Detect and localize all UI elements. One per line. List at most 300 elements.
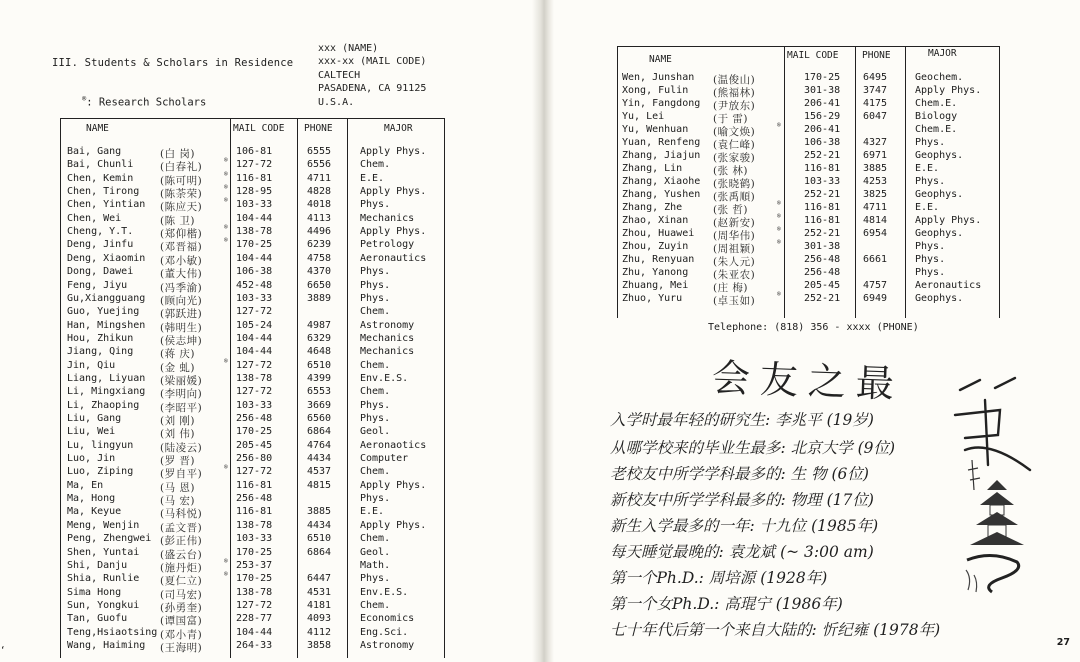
research-scholar-mark: ® — [224, 571, 228, 579]
row-phone: 6864 — [307, 426, 332, 438]
row-mail-code: 103-33 — [236, 399, 273, 411]
address-line: xxx-xx (MAIL CODE) — [318, 56, 427, 68]
row-phone: 3825 — [863, 189, 888, 200]
column-header-mail-code: MAIL CODE — [233, 123, 285, 134]
row-major: Chem. — [360, 599, 391, 611]
row-mail-code: 170-25 — [236, 426, 273, 438]
row-chinese-name: (梁丽媛) — [160, 374, 203, 387]
row-name: Shen, Yuntai — [67, 546, 140, 558]
row-chinese-name: (韩明生) — [160, 321, 203, 334]
table-row — [617, 254, 1000, 267]
row-name: Zhang, Zhe — [622, 202, 683, 213]
row-mail-code: 256-48 — [804, 267, 841, 278]
row-phone: 6553 — [307, 386, 332, 398]
row-chinese-name: (罗自平) — [160, 468, 203, 481]
right-directory-table — [617, 46, 1000, 318]
row-chinese-name: (夏仁立) — [160, 575, 203, 588]
row-chinese-name: (董大伟) — [160, 268, 203, 281]
row-major: Chem. — [360, 306, 391, 318]
table-row — [60, 346, 445, 359]
handwritten-line: 新生入学最多的一年: 十九位 (1985年) — [610, 517, 879, 535]
row-major: Phys. — [360, 413, 391, 424]
row-major: Eng.Sci. — [360, 626, 409, 638]
row-chinese-name: (马 宏) — [160, 495, 196, 508]
row-name: Wang, Haiming — [67, 639, 146, 651]
row-name: Bai, Gang — [67, 146, 122, 157]
row-phone: 6329 — [307, 332, 332, 344]
row-chinese-name: (刘 刚) — [160, 415, 196, 427]
row-name: Hou, Zhikun — [67, 332, 134, 344]
table-row — [60, 333, 445, 346]
row-chinese-name: (刘 伟) — [160, 428, 196, 441]
row-chinese-name: (郑仰楷) — [160, 228, 203, 241]
row-mail-code: 127-72 — [236, 599, 273, 611]
address-line: CALTECH — [318, 69, 361, 81]
row-phone: 4175 — [863, 98, 888, 109]
row-name: Meng, Wenjin — [67, 519, 140, 531]
handwritten-title: 会友之最 — [711, 355, 905, 407]
handwritten-line: 七十年代后第一个来自大陆的: 忻纪雍 (1978年) — [610, 621, 941, 639]
table-row — [60, 453, 445, 466]
table-row — [60, 640, 445, 653]
row-mail-code: 205-45 — [236, 439, 273, 451]
section-title: III. Students & Scholars in Residence — [52, 57, 294, 69]
row-phone: 6510 — [307, 359, 332, 371]
column-header-mail-code: MAIL CODE — [787, 50, 839, 61]
row-mail-code: 127-72 — [236, 159, 273, 171]
row-major: Phys. — [915, 137, 946, 148]
row-mail-code: 138-78 — [236, 519, 273, 531]
table-row — [60, 159, 445, 172]
row-name: Zhou, Huawei — [622, 228, 695, 239]
row-chinese-name: (张 林) — [713, 165, 749, 177]
row-chinese-name: (陈应天) — [160, 201, 203, 214]
row-phone: 6661 — [863, 254, 888, 265]
row-mail-code: 116-81 — [236, 172, 273, 184]
row-chinese-name: (施丹炬) — [160, 561, 203, 574]
row-mail-code: 116-81 — [236, 479, 273, 491]
book-gutter — [532, 0, 554, 662]
row-phone: 4113 — [307, 212, 332, 224]
row-mail-code: 301-38 — [804, 85, 841, 96]
row-name: Gu,Xiangguang — [67, 292, 146, 304]
table-row — [60, 306, 445, 319]
row-major: Petrology — [360, 239, 415, 251]
row-name: Tan, Guofu — [67, 613, 128, 625]
row-phone: 4434 — [307, 519, 332, 531]
row-major: Geochem. — [915, 72, 964, 83]
row-name: Han, Mingshen — [67, 319, 146, 331]
row-major: Phys. — [915, 176, 946, 187]
table-row — [60, 170, 445, 187]
research-scholar-mark: ® — [224, 197, 228, 205]
table-row — [617, 241, 1000, 254]
row-chinese-name: (喻文焕) — [713, 126, 756, 138]
row-name: Deng, Jinfu — [67, 239, 134, 251]
row-chinese-name: (司马宏) — [160, 588, 203, 601]
row-major: Geophys. — [915, 189, 964, 200]
table-row — [60, 186, 445, 199]
left-page-corner-mark: ‘ — [0, 646, 6, 656]
row-major: Apply Phys. — [360, 186, 427, 198]
research-scholar-mark: ® — [777, 226, 781, 233]
row-phone: 6495 — [863, 72, 888, 83]
row-mail-code: 104-44 — [236, 626, 273, 638]
row-major: Chem. — [360, 533, 391, 545]
row-mail-code: 128-95 — [236, 186, 273, 198]
row-name: Yuan, Renfeng — [622, 137, 701, 148]
row-mail-code: 116-81 — [804, 202, 841, 213]
row-chinese-name: (陈荼荣) — [160, 188, 203, 201]
row-major: Mechanics — [360, 332, 415, 344]
table-row — [617, 150, 1000, 163]
research-note-text: : Research Scholars — [86, 96, 207, 109]
row-mail-code: 264-33 — [236, 639, 273, 651]
row-chinese-name: (李昭平) — [160, 401, 203, 414]
row-name: Zhu, Yanong — [622, 267, 689, 278]
row-phone: 4112 — [307, 626, 332, 638]
row-chinese-name: (盛云台) — [160, 548, 203, 561]
row-mail-code: 301-38 — [804, 241, 841, 252]
row-name: Luo, Ziping — [67, 466, 134, 478]
row-name: Zhou, Zuyin — [622, 241, 689, 252]
handwritten-line: 入学时最年轻的研究生: 李兆平 (19岁) — [610, 411, 874, 429]
row-chinese-name: (张晓鹤) — [713, 178, 756, 190]
row-phone: 3889 — [307, 292, 332, 304]
row-major: Chem. — [360, 159, 391, 171]
row-major: E.E. — [360, 172, 385, 184]
row-mail-code: 116-81 — [804, 215, 841, 226]
row-phone: 6954 — [863, 228, 888, 239]
row-chinese-name: (郭跃进) — [160, 308, 203, 321]
table-row — [617, 267, 1000, 280]
row-name: Dong, Dawei — [67, 266, 134, 278]
row-major: Phys. — [360, 266, 391, 278]
row-phone: 6447 — [307, 573, 332, 585]
row-major: E.E. — [360, 506, 385, 518]
row-phone: 4370 — [307, 266, 332, 278]
table-row — [60, 547, 445, 560]
row-chinese-name: (朱人元) — [713, 256, 756, 268]
row-major: Phys. — [915, 267, 946, 278]
table-row — [60, 280, 445, 293]
table-rule — [60, 118, 445, 119]
row-chinese-name: (周祖颖) — [713, 243, 756, 255]
row-name: Liang, Liyuan — [67, 372, 146, 384]
row-mail-code: 228-77 — [236, 613, 273, 625]
research-scholar-mark: ® — [224, 157, 228, 165]
row-name: Zhang, Lin — [622, 163, 683, 174]
row-major: Chem. — [360, 359, 391, 371]
row-chinese-name: (陈 卫) — [160, 214, 196, 227]
row-phone: 6556 — [307, 159, 332, 171]
row-mail-code: 127-72 — [236, 359, 273, 371]
column-header-name: NAME — [86, 123, 109, 134]
research-scholar-mark: ® — [777, 291, 781, 298]
table-row — [60, 199, 445, 212]
row-phone: 4327 — [863, 137, 888, 148]
left-directory-table — [60, 118, 445, 658]
row-mail-code: 253-37 — [236, 559, 273, 571]
row-name: Zhu, Renyuan — [622, 254, 695, 265]
row-chinese-name: (赵新安) — [713, 217, 756, 229]
row-major: Phys. — [360, 292, 391, 304]
row-name: Chen, Kemin — [67, 172, 134, 184]
row-major: Env.E.S. — [360, 372, 409, 384]
row-name: Ma, En — [67, 479, 104, 491]
row-major: Geol. — [360, 426, 391, 438]
row-chinese-name: (袁仁峰) — [713, 139, 756, 151]
research-scholar-mark: ® — [777, 213, 781, 220]
row-phone: 4815 — [307, 479, 332, 491]
row-chinese-name: (白 岗) — [160, 148, 196, 160]
row-mail-code: 205-45 — [804, 280, 841, 291]
row-name: Feng, Jiyu — [67, 279, 128, 291]
table-row — [60, 239, 445, 252]
table-row — [60, 480, 445, 493]
row-mail-code: 252-21 — [804, 293, 841, 304]
table-row — [617, 111, 1000, 124]
row-chinese-name: (谭国富) — [160, 615, 203, 628]
row-mail-code: 256-48 — [236, 493, 273, 505]
row-chinese-name: (邓小敏) — [160, 254, 203, 267]
row-mail-code: 206-41 — [804, 98, 841, 109]
row-phone: 4814 — [863, 215, 888, 226]
address-block — [318, 42, 426, 109]
row-phone: 4399 — [307, 372, 332, 384]
row-phone: 4987 — [307, 319, 332, 331]
row-major: Phys. — [360, 279, 391, 291]
row-major: Phys. — [360, 493, 391, 505]
row-name: Deng, Xiaomin — [67, 252, 146, 264]
row-chinese-name: (金 虬) — [160, 361, 196, 374]
row-mail-code: 103-33 — [236, 533, 273, 545]
address-line: xxx (NAME) — [318, 43, 379, 54]
row-name: Zhuang, Mei — [622, 280, 689, 291]
table-row — [60, 557, 445, 574]
table-row — [617, 293, 1000, 306]
research-scholar-mark: ® — [224, 357, 228, 365]
row-name: Wen, Junshan — [622, 72, 695, 83]
table-row — [60, 213, 445, 226]
table-row — [60, 520, 445, 533]
row-chinese-name: (蒋 庆) — [160, 348, 196, 361]
row-name: Liu, Wei — [67, 426, 116, 438]
row-mail-code: 104-44 — [236, 346, 273, 358]
row-major: Geol. — [360, 546, 391, 558]
row-name: Yin, Fangdong — [622, 98, 701, 109]
handwritten-line: 每天睡觉最晚的: 袁龙斌 (~ 3:00 am) — [610, 543, 874, 561]
table-row — [60, 573, 445, 586]
row-mail-code: 127-72 — [236, 466, 273, 478]
table-row — [617, 215, 1000, 228]
row-major: Astronomy — [360, 319, 415, 331]
row-name: Sun, Yongkui — [67, 599, 140, 611]
table-row — [617, 163, 1000, 176]
row-mail-code: 170-25 — [804, 72, 841, 83]
row-name: Li, Mingxiang — [67, 386, 146, 398]
row-mail-code: 138-78 — [236, 372, 273, 384]
table-row — [617, 98, 1000, 111]
row-major: Geophys. — [915, 293, 964, 304]
row-phone: 3885 — [863, 163, 888, 174]
row-chinese-name: (王海明) — [160, 641, 203, 654]
row-mail-code: 104-44 — [236, 332, 273, 344]
row-chinese-name: (侯志坤) — [160, 334, 203, 347]
row-mail-code: 106-38 — [804, 137, 841, 148]
row-major: Chem. — [360, 386, 391, 398]
table-row — [617, 137, 1000, 150]
address-line: U.S.A. — [318, 96, 355, 108]
row-chinese-name: (陈可明) — [160, 174, 203, 187]
row-name: Li, Zhaoping — [67, 399, 140, 411]
row-chinese-name: (孟文晋) — [160, 521, 203, 534]
table-row — [60, 613, 445, 626]
row-major: Apply Phys. — [915, 215, 982, 226]
research-scholar-mark: ® — [224, 170, 228, 178]
table-rule — [617, 46, 1000, 47]
table-row — [60, 413, 445, 426]
row-major: Astronomy — [360, 639, 415, 651]
row-name: Zhao, Xinan — [622, 215, 689, 226]
row-chinese-name: (顾向光) — [160, 294, 203, 307]
row-mail-code: 103-33 — [804, 176, 841, 187]
row-chinese-name: (卓玉如) — [713, 295, 756, 307]
row-major: Phys. — [360, 199, 391, 211]
table-row — [617, 280, 1000, 293]
row-phone: 6650 — [307, 279, 332, 291]
address-line: PASADENA, CA 91125 — [318, 83, 427, 95]
row-major: Chem.E. — [915, 98, 958, 109]
table-row — [617, 124, 1000, 137]
row-mail-code: 106-38 — [236, 266, 273, 278]
row-major: Aeronaotics — [360, 439, 427, 451]
row-chinese-name: (罗 晋) — [160, 455, 196, 468]
row-mail-code: 104-44 — [236, 252, 273, 264]
column-header-phone: PHONE — [304, 123, 333, 134]
row-name: Zhang, Yushen — [622, 189, 701, 200]
row-name: Ma, Keyue — [67, 506, 122, 518]
row-chinese-name: (周华伟) — [713, 230, 756, 242]
handwritten-line: 第一个Ph.D.: 周培源 (1928年) — [610, 569, 828, 587]
row-chinese-name: (朱亚农) — [713, 269, 756, 281]
table-row — [60, 400, 445, 413]
row-major: Env.E.S. — [360, 586, 409, 598]
row-chinese-name: (于 雷) — [713, 113, 749, 125]
row-phone: 4757 — [863, 280, 888, 291]
row-name: Yu, Wenhuan — [622, 124, 689, 135]
row-chinese-name: (彭正伟) — [160, 535, 203, 548]
row-chinese-name: (李明向) — [160, 388, 203, 401]
row-mail-code: 156-29 — [804, 111, 841, 122]
row-major: Economics — [360, 613, 415, 625]
row-major: Phys. — [915, 254, 946, 265]
handwritten-line: 新校友中所学学科最多的: 物理 (17位) — [610, 491, 874, 509]
row-mail-code: 104-44 — [236, 212, 273, 224]
row-major: Biology — [915, 111, 958, 122]
row-name: Guo, Yuejing — [67, 306, 140, 318]
row-mail-code: 116-81 — [236, 506, 273, 518]
table-row — [617, 72, 1000, 85]
row-name: Teng,Hsiaotsing — [67, 626, 158, 638]
row-name: Liu, Gang — [67, 413, 122, 424]
research-scholar-mark: ® — [777, 200, 781, 207]
row-name: Yu, Lei — [622, 111, 665, 122]
column-header-phone: PHONE — [862, 50, 891, 61]
row-name: Jiang, Qing — [67, 346, 134, 358]
row-major: Phys. — [915, 241, 946, 252]
row-name: Zhuo, Yuru — [622, 293, 683, 304]
row-mail-code: 252-21 — [804, 189, 841, 200]
row-chinese-name: (冯季渝) — [160, 281, 203, 294]
row-chinese-name: (张家骏) — [713, 152, 756, 164]
row-phone: 6047 — [863, 111, 888, 122]
row-mail-code: 452-48 — [236, 279, 273, 291]
column-header-major: MAJOR — [384, 123, 413, 134]
row-phone: 6510 — [307, 533, 332, 545]
row-phone: 3858 — [307, 639, 332, 651]
table-row — [617, 176, 1000, 189]
row-chinese-name: (熊福林) — [713, 87, 756, 99]
row-mail-code: 103-33 — [236, 292, 273, 304]
table-row — [60, 440, 445, 453]
row-chinese-name: (张禹順) — [713, 191, 756, 203]
row-name: Luo, Jin — [67, 453, 116, 465]
row-phone: 4828 — [307, 186, 332, 198]
table-row — [617, 189, 1000, 202]
row-chinese-name: (陆凌云) — [160, 441, 203, 454]
row-mail-code: 103-33 — [236, 199, 273, 211]
research-scholar-mark: ® — [224, 237, 228, 245]
row-phone: 4496 — [307, 226, 332, 238]
row-phone: 4018 — [307, 199, 332, 211]
table-row — [60, 320, 445, 333]
table-row — [60, 600, 445, 613]
row-name: Chen, Yintian — [67, 199, 146, 211]
row-phone: 4181 — [307, 599, 332, 611]
table-row — [60, 587, 445, 600]
row-major: Geophys. — [915, 150, 964, 161]
row-major: Apply Phys. — [360, 479, 427, 491]
row-major: Phys. — [360, 573, 391, 585]
row-phone: 4711 — [307, 172, 332, 184]
table-row — [60, 386, 445, 399]
table-row — [60, 627, 445, 640]
row-major: Apply Phys. — [360, 146, 427, 157]
row-phone: 6949 — [863, 293, 888, 304]
row-mail-code: 206-41 — [804, 124, 841, 135]
row-major: Apply Phys. — [360, 519, 427, 531]
row-chinese-name: (尹放东) — [713, 100, 756, 112]
row-phone: 4758 — [307, 252, 332, 264]
row-major: E.E. — [915, 163, 940, 174]
row-chinese-name: (邓小青) — [160, 628, 203, 641]
row-name: Peng, Zhengwei — [67, 533, 152, 545]
research-scholar-mark: ® — [224, 184, 228, 192]
table-row — [60, 466, 445, 479]
row-name: Jin, Qiu — [67, 359, 116, 371]
row-mail-code: 105-24 — [236, 319, 273, 331]
row-name: Zhang, Xiaohe — [622, 176, 701, 187]
research-scholar-mark: ® — [224, 557, 228, 565]
row-phone: 4434 — [307, 453, 332, 465]
handwritten-line: 老校友中所学学科最多的: 生 物 (6位) — [610, 465, 869, 483]
row-major: Aeronautics — [915, 280, 982, 291]
row-chinese-name: (马科悦) — [160, 508, 203, 521]
row-chinese-name: (白春礼) — [160, 161, 203, 174]
row-mail-code: 256-80 — [236, 453, 273, 465]
row-phone: 3885 — [307, 506, 332, 518]
